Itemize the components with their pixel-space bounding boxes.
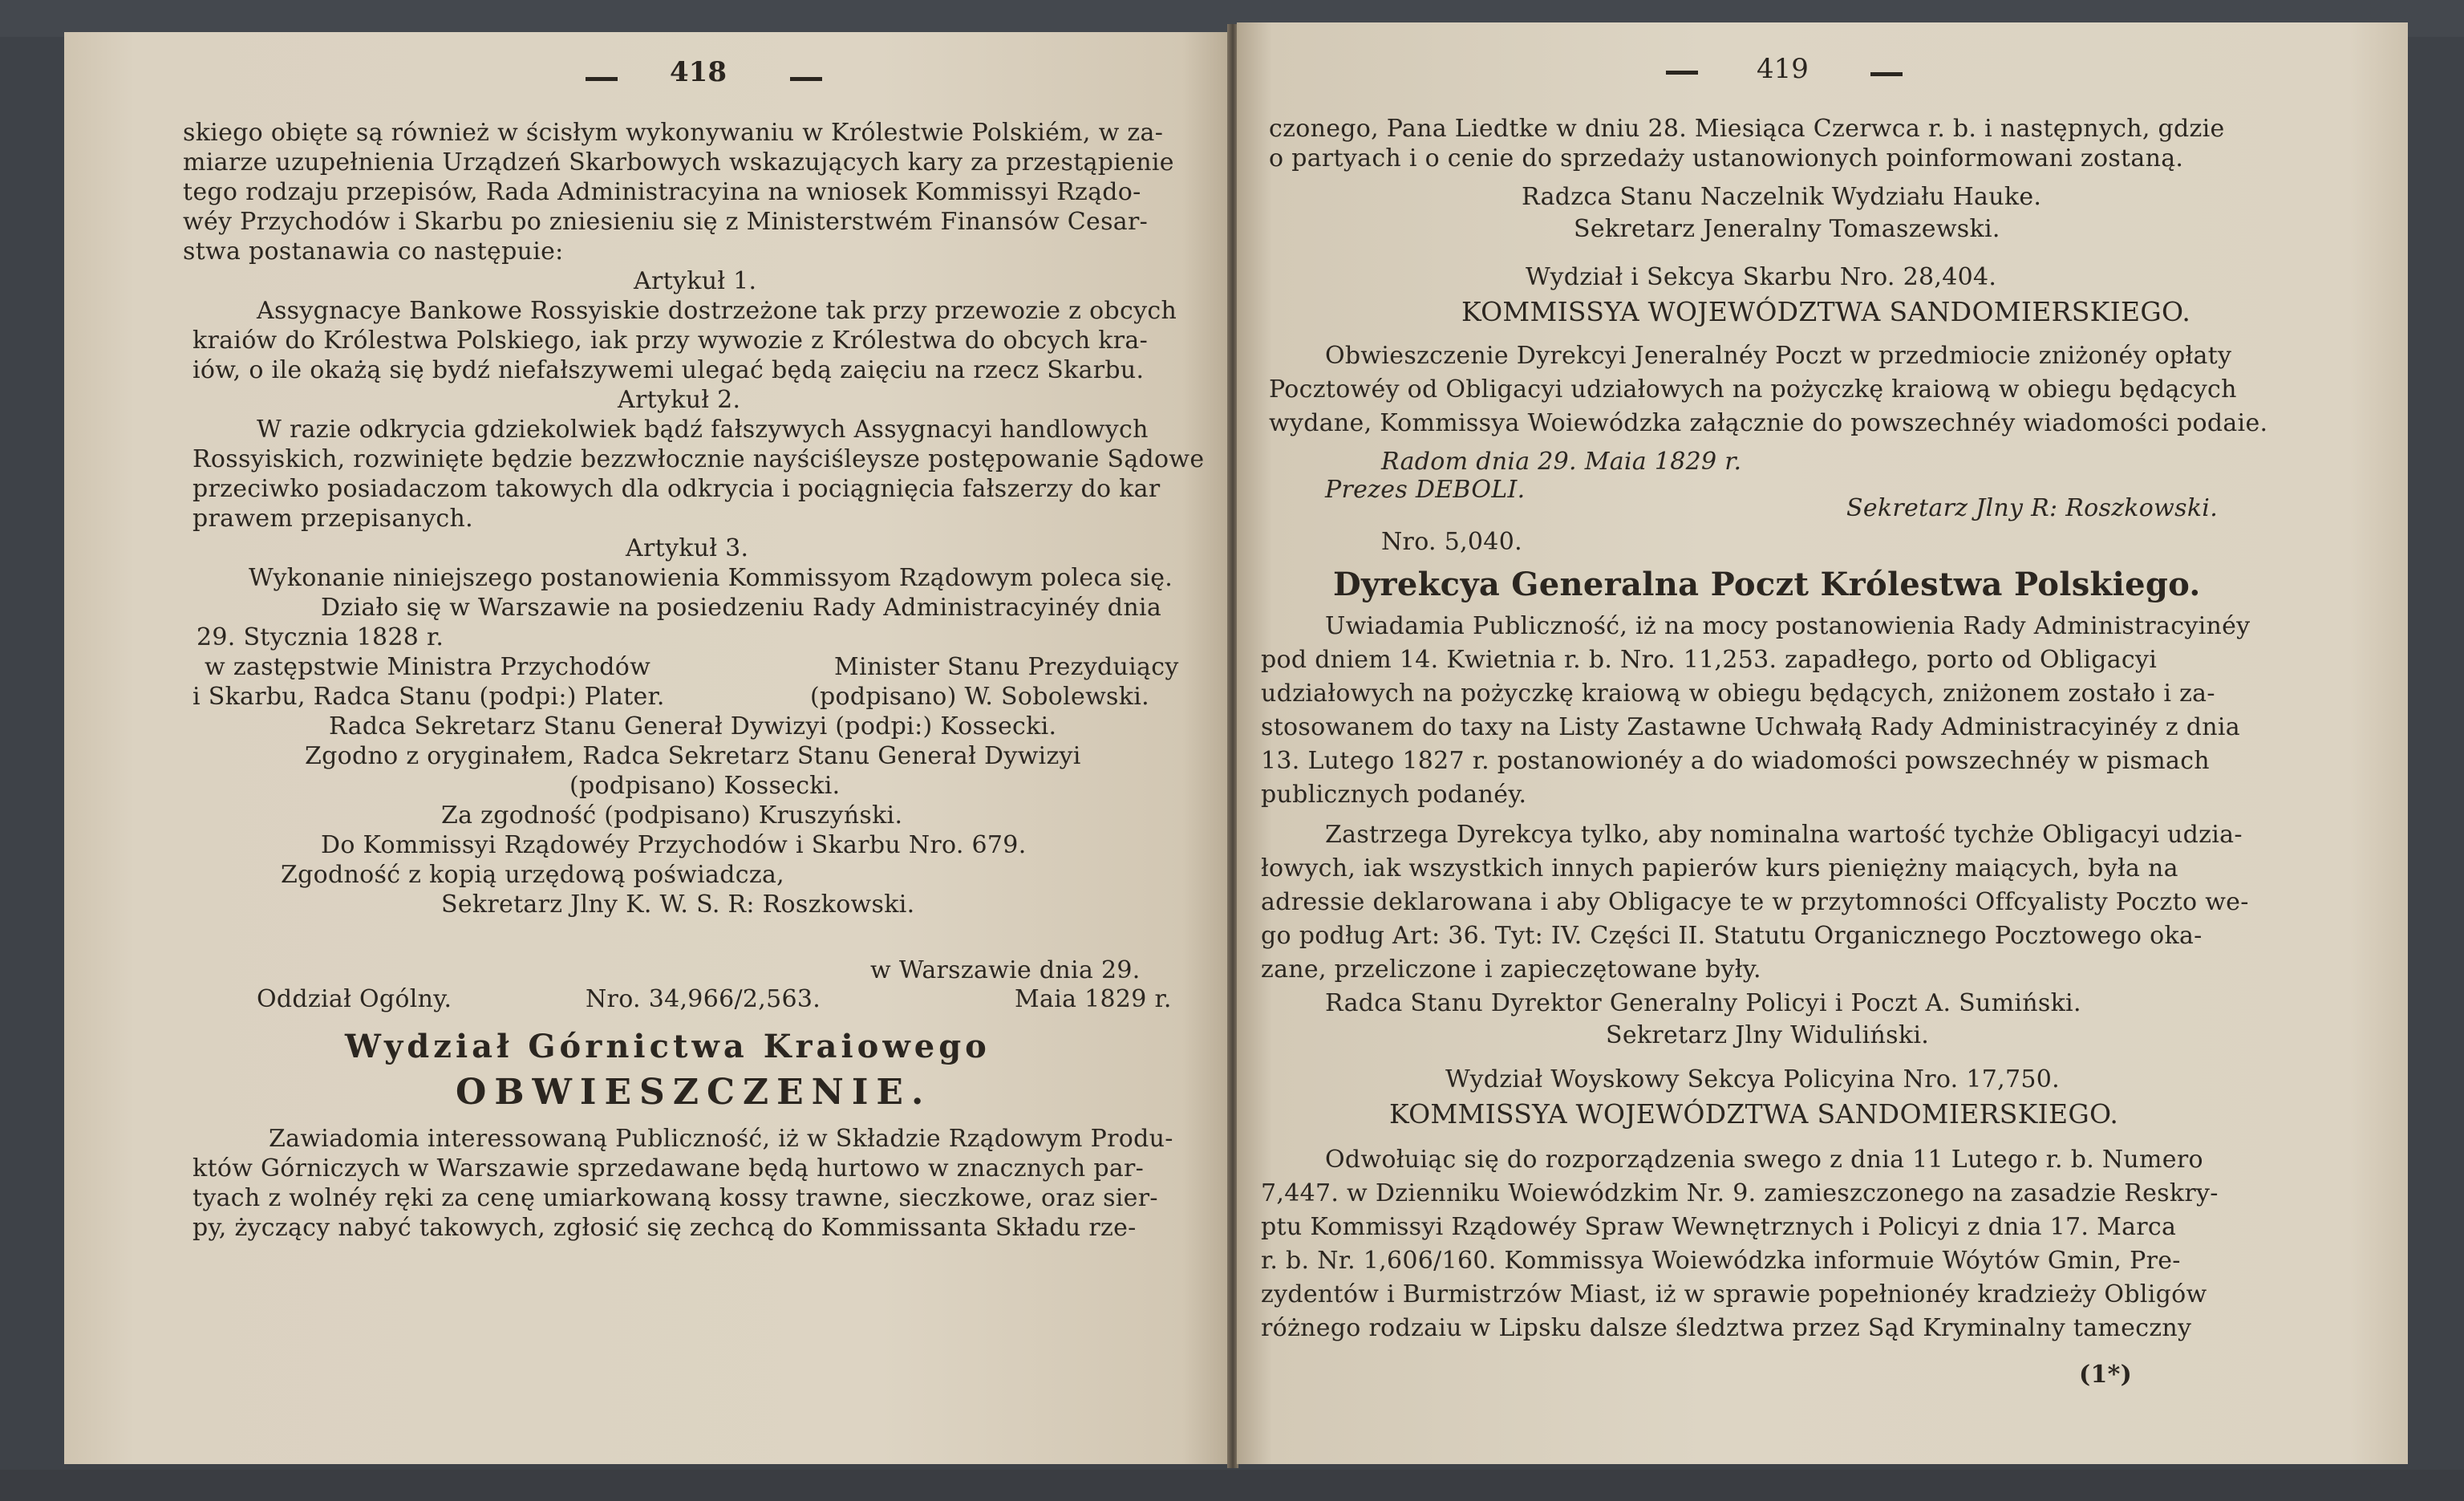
- text-line: tego rodzaju przepisów, Rada Administracyina na wniosek Kommissyi Rządo-: [183, 178, 1141, 206]
- text-line: prawem przepisanych.: [192, 505, 473, 533]
- directorate-heading: Dyrekcya Generalna Poczt Królestwa Polskiego.: [1333, 566, 2201, 603]
- signature-line: Do Kommissyi Rządowéy Przychodów i Skarbu Nro. 679.: [321, 831, 1027, 859]
- article-heading: Artykuł 2.: [618, 386, 741, 414]
- notice-heading: OBWIESZCZENIE.: [456, 1072, 932, 1113]
- right-page: [1237, 22, 2408, 1464]
- signature-line: Za zgodność (podpisano) Kruszyński.: [441, 801, 903, 830]
- text-line: Assygnacye Bankowe Rossyiskie dostrzeżone tak przy przewozie z obcych: [257, 297, 1177, 325]
- text-line: go podług Art: 36. Tyt: IV. Części II. Statutu Organicznego Pocztowego oka-: [1261, 922, 2203, 950]
- signature-line: Sekretarz Jlny R: Roszkowski.: [1846, 494, 2219, 522]
- text-line: udziałowych na pożyczkę kraiową w obiegu będących, zniżonem zostało i za-: [1261, 680, 2215, 708]
- page-number: 418: [670, 56, 727, 88]
- section-reference: Wydział Woyskowy Sekcya Policyina Nro. 17,750.: [1445, 1065, 2060, 1093]
- date-line: Radom dnia 29. Maia 1829 r.: [1381, 448, 1742, 476]
- text-line: Rossyiskich, rozwinięte będzie bezzwłocznie nayściśleysze postępowanie Sądowe: [192, 445, 1205, 473]
- reference-number: Nro. 34,966/2,563.: [586, 985, 821, 1013]
- date-line: 29. Stycznia 1828 r.: [197, 623, 444, 651]
- text-line: zane, przeliczone i zapieczętowane były.: [1261, 955, 1761, 984]
- signature-line: Radca Stanu Dyrektor Generalny Policyi i Poczt A. Sumiński.: [1325, 989, 2081, 1017]
- text-line: wéy Przychodów i Skarbu po zniesieniu się z Ministerstwém Finansów Cesar-: [183, 208, 1149, 236]
- text-line: W razie odkrycia gdziekolwiek bądź fałszywych Assygnacyi handlowych: [257, 416, 1149, 444]
- text-line: o partyach i o cenie do sprzedaży ustanowionych poinformowani zostaną.: [1269, 144, 2184, 172]
- text-line: tyach z wolnéy ręki za cenę umiarkowaną kossy trawne, sieczkowe, oraz sier-: [192, 1184, 1158, 1212]
- signature-line: Minister Stanu Prezyduiący: [834, 653, 1179, 681]
- signature-line: (podpisano) W. Sobolewski.: [810, 683, 1149, 711]
- text-line: Działo się w Warszawie na posiedzeniu Rady Administracyinéy dnia: [321, 594, 1162, 622]
- signature-line: Zgodność z kopią urzędową poświadcza,: [281, 861, 784, 889]
- commission-heading: KOMMISSYA WOJEWÓDZTWA SANDOMIERSKIEGO.: [1461, 296, 2191, 327]
- header-dash-right: [790, 77, 822, 81]
- section-reference: Wydział i Sekcya Skarbu Nro. 28,404.: [1526, 263, 1997, 291]
- header-dash-right: [1870, 72, 1903, 76]
- reference-number: Nro. 5,040.: [1381, 528, 1522, 556]
- left-page: [64, 32, 1229, 1464]
- signature-line: Sekretarz Jeneralny Tomaszewski.: [1574, 215, 2000, 243]
- notice-title: Wydział Górnictwa Kraiowego: [345, 1028, 991, 1065]
- text-line: skiego obięte są również w ścisłym wykonywaniu w Królestwie Polskiém, w za-: [183, 119, 1164, 147]
- signature-mark: (1*): [2079, 1361, 2133, 1389]
- signature-line: Radzca Stanu Naczelnik Wydziału Hauke.: [1522, 183, 2042, 211]
- commission-heading: KOMMISSYA WOJEWÓDZTWA SANDOMIERSKIEGO.: [1389, 1098, 2119, 1130]
- text-line: Odwołuiąc się do rozporządzenia swego z dnia 11 Lutego r. b. Numero: [1325, 1146, 2203, 1174]
- text-line: Obwieszczenie Dyrekcyi Jeneralnéy Poczt w przedmiocie zniżonéy opłaty: [1325, 342, 2232, 370]
- text-line: Pocztowéy od Obligacyi udziałowych na pożyczkę kraiową w obiegu będących: [1269, 375, 2237, 404]
- text-line: 7,447. w Dzienniku Woiewódzkim Nr. 9. zamieszczonego na zasadzie Reskry-: [1261, 1179, 2219, 1207]
- article-heading: Artykuł 1.: [634, 267, 757, 295]
- date-line: Maia 1829 r.: [1015, 985, 1172, 1013]
- text-line: zydentów i Burmistrzów Miast, iż w sprawie popełnionéy kradzieży Obligów: [1261, 1280, 2207, 1308]
- signature-line: w zastępstwie Ministra Przychodów: [205, 653, 651, 681]
- text-line: 13. Lutego 1827 r. postanowionéy a do wiadomości powszechnéy w pismach: [1261, 747, 2210, 775]
- text-line: Uwiadamia Publiczność, iż na mocy postanowienia Rady Administracyinéy: [1325, 612, 2251, 640]
- text-line: różnego rodzaiu w Lipsku dalsze śledztwa przez Sąd Kryminalny tameczny: [1261, 1314, 2192, 1342]
- text-line: publicznych podanéy.: [1261, 781, 1527, 809]
- text-line: iów, o ile okażą się bydź niefałszywemi ulegać będą zaięciu na rzecz Skarbu.: [192, 356, 1145, 384]
- text-line: Zawiadomia interessowaną Publiczność, iż w Składzie Rządowym Produ-: [269, 1125, 1173, 1153]
- text-line: kraiów do Królestwa Polskiego, iak przy wywozie z Królestwa do obcych kra-: [192, 327, 1149, 355]
- signature-line: Sekretarz Jlny K. W. S. R: Roszkowski.: [441, 890, 915, 919]
- header-dash-left: [586, 77, 618, 81]
- text-line: stwa postanawia co następuie:: [183, 237, 564, 266]
- department-label: Oddział Ogólny.: [257, 985, 452, 1013]
- text-line: przeciwko posiadaczom takowych dla odkrycia i pociągnięcia fałszerzy do kar: [192, 475, 1161, 503]
- text-line: łowych, iak wszystkich innych papierów kurs pieniężny maiących, była na: [1261, 854, 2178, 882]
- signature-line: Radca Sekretarz Stanu Generał Dywizyi (podpi:) Kossecki.: [329, 712, 1057, 740]
- text-line: pod dniem 14. Kwietnia r. b. Nro. 11,253. zapadłego, porto od Obligacyi: [1261, 646, 2158, 674]
- article-heading: Artykuł 3.: [626, 534, 749, 562]
- header-dash-left: [1666, 71, 1698, 75]
- scan-border-bottom: [0, 1470, 2464, 1501]
- text-line: miarze uzupełnienia Urządzeń Skarbowych wskazujących kary za przestąpienie: [183, 148, 1174, 176]
- signature-line: Prezes DEBOLI.: [1325, 476, 1526, 504]
- page-number: 419: [1757, 53, 1809, 85]
- text-line: Wykonanie niniejszego postanowienia Kommissyom Rządowym poleca się.: [249, 564, 1173, 592]
- signature-line: (podpisano) Kossecki.: [569, 772, 841, 800]
- signature-line: Zgodno z oryginałem, Radca Sekretarz Stanu Generał Dywizyi: [305, 742, 1081, 770]
- signature-line: Sekretarz Jlny Widuliński.: [1606, 1021, 1930, 1049]
- signature-line: i Skarbu, Radca Stanu (podpi:) Plater.: [192, 683, 665, 711]
- text-line: czonego, Pana Liedtke w dniu 28. Miesiąca Czerwca r. b. i następnych, gdzie: [1269, 115, 2225, 143]
- text-line: adressie deklarowana i aby Obligacye te w przytomności Offcyalisty Poczto we-: [1261, 888, 2249, 916]
- text-line: wydane, Kommissya Woiewódzka załącznie do powszechnéy wiadomości podaie.: [1269, 409, 2268, 437]
- text-line: Zastrzega Dyrekcya tylko, aby nominalna wartość tychże Obligacyi udzia-: [1325, 821, 2243, 849]
- text-line: py, życzący nabyć takowych, zgłosić się zechcą do Kommissanta Składu rze-: [192, 1214, 1137, 1242]
- place-date: w Warszawie dnia 29.: [870, 956, 1141, 984]
- text-line: r. b. Nr. 1,606/160. Kommissya Woiewódzka informuie Wóytów Gmin, Pre-: [1261, 1247, 2181, 1275]
- text-line: ptu Kommissyi Rządowéy Spraw Wewnętrznych i Policyi z dnia 17. Marca: [1261, 1213, 2177, 1241]
- text-line: któw Górniczych w Warszawie sprzedawane będą hurtowo w znacznych par-: [192, 1154, 1145, 1183]
- text-line: stosowanem do taxy na Listy Zastawne Uchwałą Rady Administracyinéy z dnia: [1261, 713, 2240, 741]
